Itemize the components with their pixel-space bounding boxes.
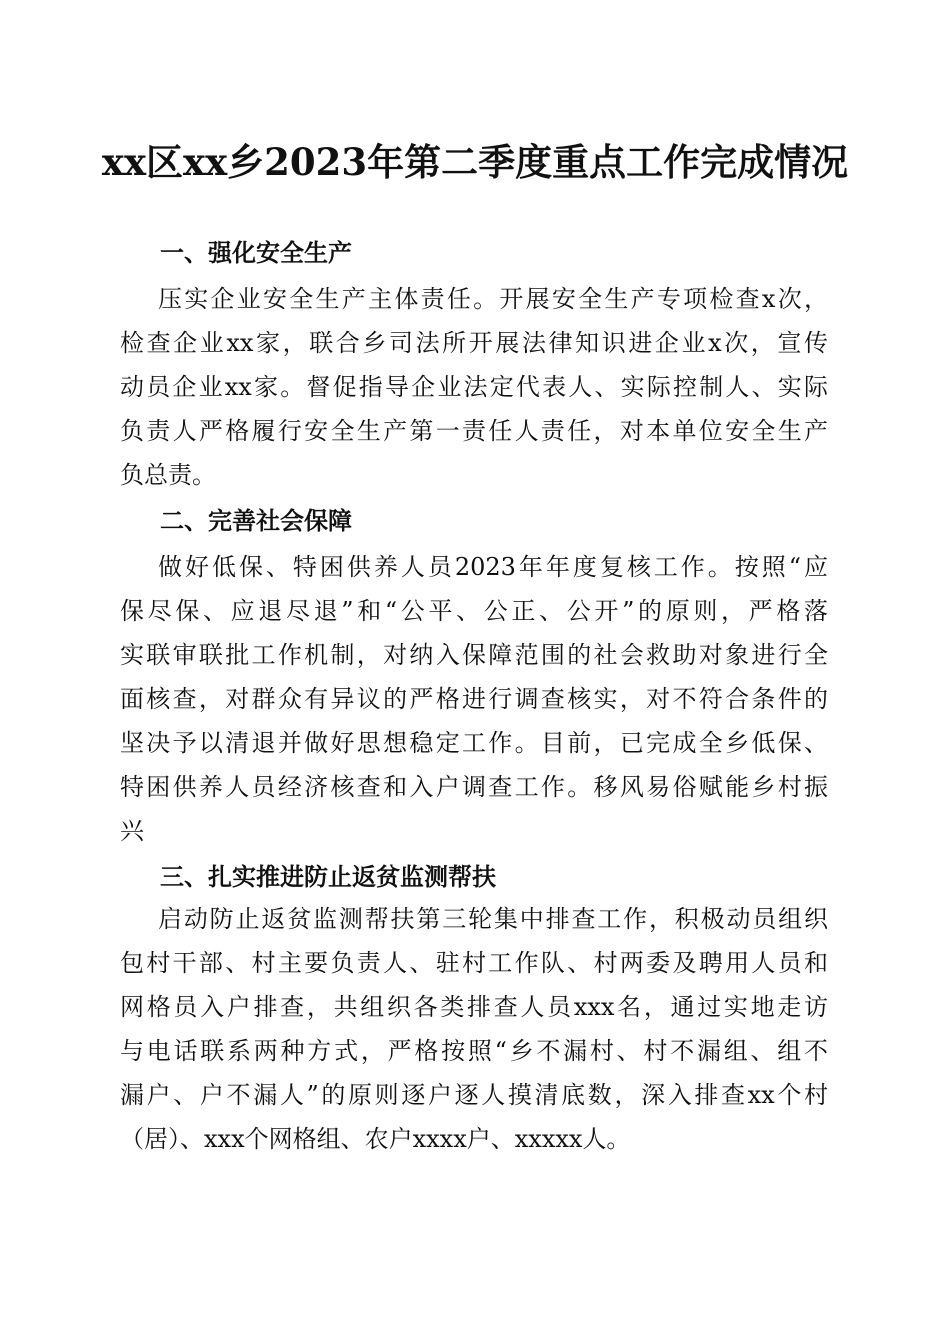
paragraph-line: 实联审联批工作机制，对纳入保障范围的社会救助对象进行全 [120, 641, 828, 669]
paragraph-line: 负总责。 [120, 461, 216, 489]
paragraph-line: 包村干部、村主要负责人、驻村工作队、村两委及聘用人员和 [120, 949, 828, 977]
paragraph-line: 漏户、户不漏人”的原则逐户逐人摸清底数，深入排查xx个村 [120, 1081, 828, 1109]
paragraph-line: （居）、xxx个网格组、农户xxxx户、xxxxx人。 [120, 1125, 631, 1153]
paragraph-line: 与电话联系两种方式，严格按照“乡不漏村、村不漏组、组不 [120, 1037, 828, 1065]
paragraph-line: 坚决予以清退并做好思想稳定工作。目前，已完成全乡低保、 [120, 729, 828, 757]
section-paragraph [120, 897, 828, 1161]
paragraph-line: 特困供养人员经济核查和入户调查工作。移风易俗赋能乡村振 [120, 773, 828, 801]
paragraph-line: 检查企业xx家，联合乡司法所开展法律知识进企业x次，宣传 [120, 329, 828, 357]
paragraph-line: 动员企业xx家。督促指导企业法定代表人、实际控制人、实际 [120, 373, 828, 401]
paragraph-line: 面核查，对群众有异议的严格进行调查核实，对不符合条件的 [120, 685, 828, 713]
section-heading: 三、扎实推进防止返贫监测帮扶 [160, 863, 496, 891]
section-heading: 二、完善社会保障 [160, 507, 352, 535]
section-heading: 一、强化安全生产 [160, 239, 352, 267]
paragraph-line: 保尽保、应退尽退”和“公平、公正、公开”的原则，严格落 [120, 597, 828, 625]
paragraph-line: 启动防止返贫监测帮扶第三轮集中排查工作，积极动员组织 [158, 905, 828, 933]
document-title: xx区xx乡2023年第二季度重点工作完成情况 [101, 140, 849, 184]
paragraph-line: 负责人严格履行安全生产第一责任人责任，对本单位安全生产 [120, 417, 828, 445]
paragraph-line: 网格员入户排查，共组织各类排查人员xxx名，通过实地走访 [120, 993, 828, 1021]
paragraph-line: 兴 [120, 817, 144, 845]
section-paragraph [120, 545, 828, 853]
section-paragraph [120, 277, 828, 497]
paragraph-line: 压实企业安全生产主体责任。开展安全生产专项检查x次， [158, 285, 828, 313]
paragraph-line: 做好低保、特困供养人员2023年年度复核工作。按照“应 [158, 553, 828, 581]
